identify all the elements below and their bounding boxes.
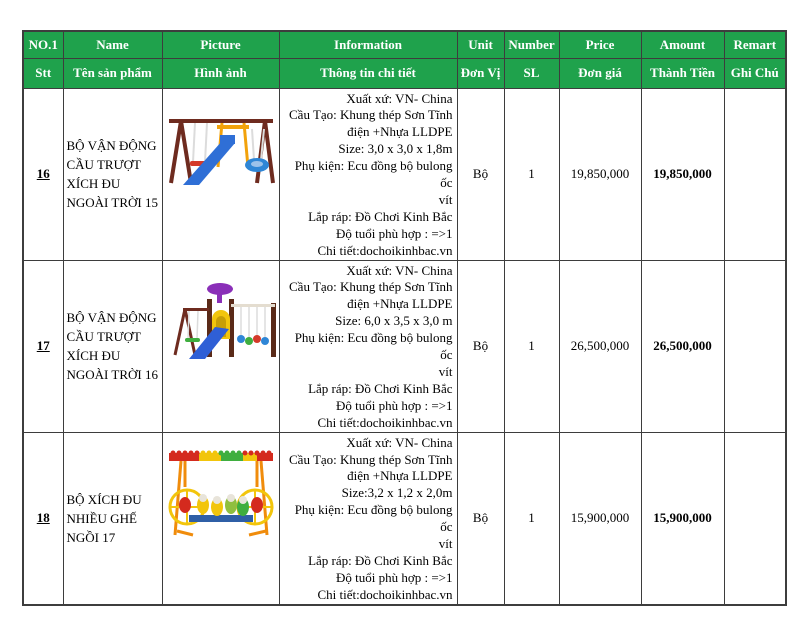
table-body xyxy=(23,88,786,605)
product-info-line: Chi tiết:dochoikinhbac.vn xyxy=(317,242,453,258)
row-number: 17 xyxy=(36,338,50,354)
product-info-line: Cầu Tạo: Khung thép Sơn Tĩnh xyxy=(289,279,453,295)
product-info-line: Phụ kiện: Ecu đồng bộ bulong ốc xyxy=(294,330,453,363)
header-name: Name xyxy=(63,31,162,58)
product-info-line: Chi tiết:dochoikinhbac.vn xyxy=(317,414,453,430)
product-name-line: BỘ XÍCH ĐU xyxy=(66,491,142,507)
header-remark: Remart xyxy=(724,31,786,58)
row-number: 18 xyxy=(36,510,50,526)
unit-cell: Bộ xyxy=(457,432,504,605)
remark-cell xyxy=(724,432,786,605)
product-name-cell xyxy=(63,432,162,605)
quantity-cell: 1 xyxy=(504,88,559,260)
header-unit: Unit xyxy=(457,31,504,58)
header-hinh-anh: Hình ảnh xyxy=(162,58,279,88)
product-name-line: CẦU TRƯỢT xyxy=(66,157,141,173)
product-info-line: Xuất xứ: VN- China xyxy=(346,262,453,278)
header-information: Information xyxy=(279,31,457,58)
product-info-line: Cầu Tạo: Khung thép Sơn Tĩnh xyxy=(289,107,453,123)
product-info-line: Xuất xứ: VN- China xyxy=(346,434,453,450)
product-info-line: điện +Nhựa LLDPE xyxy=(347,296,453,312)
product-picture-cell xyxy=(162,88,279,260)
unit-price-cell: 15,900,000 xyxy=(559,432,641,605)
header-don-gia: Đơn giá xyxy=(559,58,641,88)
remark-cell xyxy=(724,88,786,260)
amount-cell: 19,850,000 xyxy=(641,88,724,260)
product-name-line: XÍCH ĐU xyxy=(66,176,121,192)
amount-cell: 26,500,000 xyxy=(641,260,724,432)
header-ten-san-pham: Tên sản phẩm xyxy=(63,58,162,88)
unit-cell: Bộ xyxy=(457,88,504,260)
product-info-line: Độ tuổi phù hợp : =>1 xyxy=(335,569,453,585)
product-info-line: Lắp ráp: Đồ Chơi Kinh Bắc xyxy=(308,552,453,568)
table-row xyxy=(23,432,786,605)
header-no: NO.1 xyxy=(23,31,63,58)
product-info-cell xyxy=(279,260,457,432)
product-name-line: BỘ VẬN ĐỘNG xyxy=(66,310,157,326)
product-name-cell xyxy=(63,260,162,432)
header-amount: Amount xyxy=(641,31,724,58)
product-info-line: vít xyxy=(438,536,453,552)
swing-slide-tire-set-photo xyxy=(165,105,277,189)
product-info-line: Size:3,2 x 1,2 x 2,0m xyxy=(341,485,453,501)
header-row-english xyxy=(23,31,786,58)
product-info-line: điện +Nhựa LLDPE xyxy=(347,124,453,140)
row-number: 16 xyxy=(36,166,50,182)
product-name-cell xyxy=(63,88,162,260)
header-thanh-tien: Thành Tiền xyxy=(641,58,724,88)
header-number: Number xyxy=(504,31,559,58)
product-info-line: Phụ kiện: Ecu đồng bộ bulong ốc xyxy=(294,158,453,191)
product-info-line: Cầu Tạo: Khung thép Sơn Tĩnh xyxy=(289,451,453,467)
price-table xyxy=(22,30,787,606)
product-name-line: NHIỀU GHẾ xyxy=(66,510,137,526)
playground-slide-rings-set-photo xyxy=(163,277,279,363)
unit-price-cell: 26,500,000 xyxy=(559,260,641,432)
product-name-line: NGOÀI TRỜI 16 xyxy=(66,367,158,383)
product-info-cell xyxy=(279,88,457,260)
table-row xyxy=(23,88,786,260)
product-info-line: Chi tiết:dochoikinhbac.vn xyxy=(317,586,453,602)
product-info-line: Xuất xứ: VN- China xyxy=(346,90,453,106)
unit-cell: Bộ xyxy=(457,260,504,432)
table-header xyxy=(23,31,786,88)
header-row-vietnamese xyxy=(23,58,786,88)
header-picture: Picture xyxy=(162,31,279,58)
product-name-line: CẦU TRƯỢT xyxy=(66,329,141,345)
product-picture-cell xyxy=(162,432,279,605)
product-info-line: Độ tuổi phù hợp : =>1 xyxy=(335,397,453,413)
product-info-line: vít xyxy=(438,191,453,207)
multi-seat-canopy-swing-photo xyxy=(163,443,279,543)
product-picture-cell xyxy=(162,260,279,432)
product-name-line: NGỒI 17 xyxy=(66,529,116,545)
product-info-line: điện +Nhựa LLDPE xyxy=(347,468,453,484)
amount-cell: 15,900,000 xyxy=(641,432,724,605)
quantity-cell: 1 xyxy=(504,260,559,432)
stt-cell xyxy=(23,88,63,260)
product-info-line: Size: 6,0 x 3,5 x 3,0 m xyxy=(335,313,453,329)
product-info-line: Lắp ráp: Đồ Chơi Kinh Bắc xyxy=(308,208,453,224)
header-ghi-chu: Ghi Chú xyxy=(724,58,786,88)
table-row xyxy=(23,260,786,432)
header-sl: SL xyxy=(504,58,559,88)
unit-price-cell: 19,850,000 xyxy=(559,88,641,260)
quantity-cell: 1 xyxy=(504,432,559,605)
product-info-line: Lắp ráp: Đồ Chơi Kinh Bắc xyxy=(308,380,453,396)
product-info-line: Size: 3,0 x 3,0 x 1,8m xyxy=(338,141,453,157)
product-name-line: NGOÀI TRỜI 15 xyxy=(66,195,158,211)
product-name-line: BỘ VẬN ĐỘNG xyxy=(66,138,157,154)
stt-cell xyxy=(23,432,63,605)
header-don-vi: Đơn Vị xyxy=(457,58,504,88)
product-info-line: vít xyxy=(438,364,453,379)
header-thong-tin: Thông tin chi tiết xyxy=(279,58,457,88)
product-name-line: XÍCH ĐU xyxy=(66,348,121,364)
remark-cell xyxy=(724,260,786,432)
product-info-line: Độ tuổi phù hợp : =>1 xyxy=(335,225,453,241)
stt-cell xyxy=(23,260,63,432)
product-info-cell xyxy=(279,432,457,605)
product-info-line: Phụ kiện: Ecu đồng bộ bulong ốc xyxy=(294,502,453,535)
header-stt: Stt xyxy=(23,58,63,88)
header-price: Price xyxy=(559,31,641,58)
